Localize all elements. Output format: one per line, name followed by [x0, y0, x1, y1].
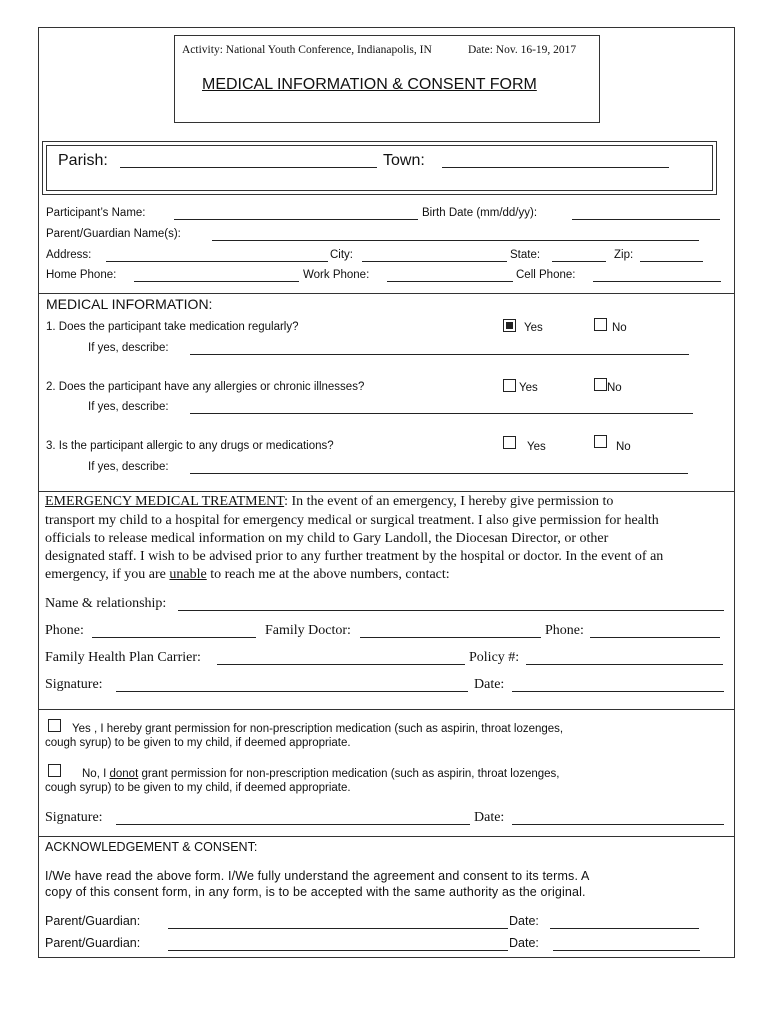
parish-label: Parish:: [58, 152, 108, 169]
health-plan-label: Family Health Plan Carrier:: [45, 650, 201, 665]
q2-describe-field[interactable]: [190, 413, 693, 414]
question-3: 3. Is the participant allergic to any drugs or medications?: [46, 440, 334, 452]
nonprescription-yes-checkbox[interactable]: [48, 719, 61, 732]
q1-yes-label: Yes: [524, 322, 543, 334]
state-field[interactable]: [552, 261, 606, 262]
acknowledgement-line-1: I/We have read the above form. I/We fully understand the agreement and consent to its terms. A: [45, 869, 590, 883]
home-phone-field[interactable]: [134, 281, 299, 282]
q1-describe-field[interactable]: [190, 354, 689, 355]
q1-describe-label: If yes, describe:: [88, 342, 169, 354]
medical-heading: MEDICAL INFORMATION:: [46, 296, 213, 312]
q2-yes-label: Yes: [519, 382, 538, 394]
guardian-name-label: Parent/Guardian Name(s):: [46, 228, 181, 240]
q2-yes-checkbox[interactable]: [503, 379, 516, 392]
q3-yes-label: Yes: [527, 441, 546, 453]
emergency-paragraph-line-2: transport my child to a hospital for emergency medical or surgical treatment. I also give permission for health: [45, 513, 659, 528]
q1-no-checkbox[interactable]: [594, 318, 607, 331]
q3-no-checkbox[interactable]: [594, 435, 607, 448]
q2-no-checkbox[interactable]: [594, 378, 607, 391]
nonprescription-signature-field[interactable]: [116, 824, 470, 825]
separator: [38, 836, 735, 837]
no-donot: donot: [109, 768, 139, 780]
nonprescription-yes-line-1: Yes , I hereby grant permission for non-prescription medication (such as aspirin, throat lozenges,: [72, 723, 564, 735]
guardian-2-date-label: Date:: [509, 936, 539, 950]
name-relationship-field[interactable]: [178, 610, 724, 611]
emergency-signature-field[interactable]: [116, 691, 468, 692]
address-field[interactable]: [106, 261, 328, 262]
nonprescription-no-line-1: [82, 768, 560, 780]
no-prefix: No, I: [82, 768, 110, 780]
guardian-1-date-field[interactable]: [550, 928, 699, 929]
acknowledgement-heading: ACKNOWLEDGEMENT & CONSENT:: [45, 840, 258, 854]
no-line-1-rest: grant permission for non-prescription medication (such as aspirin, throat lozenges,: [138, 768, 560, 780]
guardian-1-date-label: Date:: [509, 914, 539, 928]
guardian-name-field[interactable]: [212, 240, 699, 241]
guardian-1-field[interactable]: [168, 928, 508, 929]
nonprescription-signature-label: Signature:: [45, 810, 103, 825]
health-plan-field[interactable]: [217, 664, 465, 665]
emergency-line-1-text: : In the event of an emergency, I hereby give permission to: [284, 494, 614, 509]
cell-phone-label: Cell Phone:: [516, 269, 576, 281]
participant-name-label: Participant’s Name:: [46, 207, 146, 219]
guardian-1-label: Parent/Guardian:: [45, 914, 141, 928]
emergency-date-label: Date:: [474, 677, 505, 692]
city-field[interactable]: [362, 261, 507, 262]
cell-phone-field[interactable]: [593, 281, 721, 282]
parish-field[interactable]: [120, 167, 377, 168]
home-phone-label: Home Phone:: [46, 269, 117, 281]
q1-no-label: No: [612, 322, 627, 334]
birth-date-field[interactable]: [572, 219, 720, 220]
q1-yes-checkbox[interactable]: [503, 319, 516, 332]
q3-no-label: No: [616, 441, 631, 453]
separator: [38, 293, 735, 294]
emergency-unable: unable: [169, 567, 207, 582]
separator: [38, 491, 735, 492]
guardian-2-field[interactable]: [168, 950, 508, 951]
name-relationship-label: Name & relationship:: [45, 596, 167, 611]
emergency-phone-field[interactable]: [92, 637, 256, 638]
q2-no-label: No: [607, 382, 622, 394]
doctor-phone-label: Phone:: [545, 623, 584, 638]
emergency-date-field[interactable]: [512, 691, 724, 692]
form-title: MEDICAL INFORMATION & CONSENT FORM: [202, 76, 537, 93]
town-label: Town:: [383, 152, 425, 169]
work-phone-label: Work Phone:: [303, 269, 370, 281]
family-doctor-label: Family Doctor:: [265, 623, 351, 638]
emergency-paragraph-line-5: [45, 567, 450, 583]
q3-yes-checkbox[interactable]: [503, 436, 516, 449]
emergency-signature-label: Signature:: [45, 677, 103, 692]
question-2: 2. Does the participant have any allergies or chronic illnesses?: [46, 381, 365, 393]
q3-describe-label: If yes, describe:: [88, 461, 169, 473]
guardian-2-date-field[interactable]: [553, 950, 700, 951]
emergency-heading: EMERGENCY MEDICAL TREATMENT: [45, 494, 285, 509]
emergency-line-5c: to reach me at the above numbers, contact:: [206, 567, 450, 582]
emergency-paragraph-line-4: designated staff. I wish to be advised prior to any further treatment by the hospital or doctor. In the event of an: [45, 549, 664, 564]
work-phone-field[interactable]: [387, 281, 513, 282]
nonprescription-yes-line-2: cough syrup) to be given to my child, if deemed appropriate.: [45, 737, 351, 749]
policy-label: Policy #:: [469, 650, 520, 665]
doctor-phone-field[interactable]: [590, 637, 720, 638]
family-doctor-field[interactable]: [360, 637, 541, 638]
town-field[interactable]: [442, 167, 669, 168]
nonprescription-date-field[interactable]: [512, 824, 724, 825]
parish-box-inner: [46, 145, 713, 191]
question-1: 1. Does the participant take medication regularly?: [46, 321, 299, 333]
zip-field[interactable]: [640, 261, 703, 262]
emergency-paragraph-line-1: [45, 494, 613, 510]
separator: [38, 709, 735, 710]
emergency-line-5a: emergency, if you are: [45, 567, 170, 582]
activity-text: Activity: National Youth Conference, Indianapolis, IN: [182, 44, 432, 56]
guardian-2-label: Parent/Guardian:: [45, 936, 141, 950]
activity-date: Date: Nov. 16-19, 2017: [468, 44, 577, 56]
city-label: City:: [330, 249, 353, 261]
zip-label: Zip:: [614, 249, 634, 261]
nonprescription-no-line-2: cough syrup) to be given to my child, if deemed appropriate.: [45, 782, 351, 794]
q3-describe-field[interactable]: [190, 473, 688, 474]
q2-describe-label: If yes, describe:: [88, 401, 169, 413]
birth-date-label: Birth Date (mm/dd/yy):: [422, 207, 538, 219]
state-label: State:: [510, 249, 541, 261]
participant-name-field[interactable]: [174, 219, 418, 220]
address-label: Address:: [46, 249, 92, 261]
emergency-phone-label: Phone:: [45, 623, 84, 638]
policy-field[interactable]: [526, 664, 723, 665]
acknowledgement-line-2: copy of this consent form, in any form, is to be accepted with the same authority as the original.: [45, 885, 586, 899]
nonprescription-date-label: Date:: [474, 810, 505, 825]
emergency-paragraph-line-3: officials to release medical information on my child to Gary Landoll, the Diocesan Director, or other: [45, 531, 609, 546]
nonprescription-no-checkbox[interactable]: [48, 764, 61, 777]
